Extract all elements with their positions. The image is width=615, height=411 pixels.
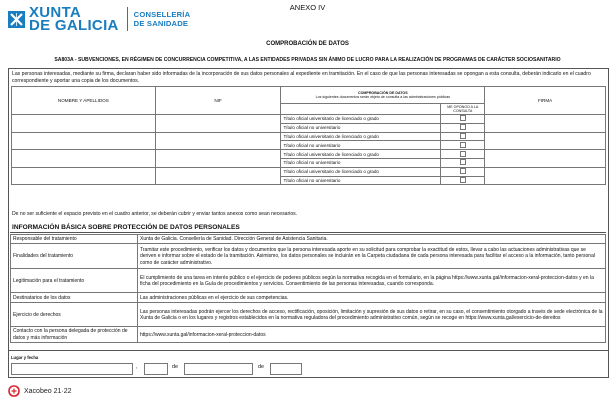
xacobeo-text: Xacobeo 21·22 (24, 387, 72, 395)
month-input[interactable] (184, 363, 253, 375)
info-value: Tramitar este procedimiento, verificar los datos y documentos que la persona interesada aporte en su solicitud para comprobar la exactitud de estos, llevar a cabo las actuaciones administrativas que se deriven e informar sobre el estado de la tramitación. Asimismo, los datos personales se incluirán en la Carpeta ciudadana de cada persona interesada para facilitar el acceso a la información, tanto personal como de carácter administrativo. (138, 244, 606, 269)
de-separator: de (258, 364, 264, 370)
consent-table (11, 86, 606, 185)
col-data-header (281, 87, 485, 104)
nif-cell[interactable] (155, 115, 281, 133)
oppose-checkbox[interactable] (460, 159, 466, 165)
oppose-checkbox[interactable] (460, 133, 466, 139)
doc-option: Título oficial universitario de licenciado o grado (281, 167, 441, 176)
oppose-checkbox[interactable] (460, 124, 466, 130)
info-value[interactable]: https://www.xunta.gal/informacion-xeral-proteccion-datos (138, 327, 606, 343)
xacobeo-logo-icon (8, 385, 20, 397)
table-row (11, 244, 606, 269)
oppose-checkbox[interactable] (460, 168, 466, 174)
sign-cell[interactable] (485, 150, 606, 168)
table-row (11, 303, 606, 327)
department-line2: DE SANIDADE (133, 19, 189, 28)
sign-cell[interactable] (485, 132, 606, 150)
info-label: Legitimación para el tratamiento (11, 269, 138, 293)
doc-option: Título oficial no universitario (281, 158, 441, 167)
day-input[interactable] (144, 363, 168, 375)
table-row (12, 150, 606, 159)
info-label: Finalidades del tratamiento (11, 244, 138, 269)
info-label: Responsable del tratamiento (11, 235, 138, 244)
info-label: Ejercicio de derechos (11, 303, 138, 327)
procedure-title: SA803A - SUBVENCIONES, EN RÉGIMEN DE CONCURRENCIA COMPETITIVA, A LAS ENTIDADES PRIVADAS SIN ÁNIMO DE LUCRO PARA LA REALIZACIÓN DE PROGRAMAS DE CARÁCTER SOCIOSANITARIO (54, 57, 561, 63)
doc-option: Título oficial universitario de licenciado o grado (281, 115, 441, 124)
space-note: De no ser suficiente el espacio previsto en el cuadro anterior, se deberán cubrir y enviar tantos anexos como sean necesarios. (12, 211, 298, 217)
comprobacion-title: COMPROBACIÓN DE DATOS (266, 41, 349, 47)
nif-cell[interactable] (155, 150, 281, 168)
name-cell[interactable] (12, 150, 156, 168)
info-label: Destinatarios de los datos (11, 293, 138, 303)
doc-option: Título oficial universitario de licenciado o grado (281, 132, 441, 141)
footer (8, 385, 71, 397)
doc-option: Título oficial no universitario (281, 176, 441, 185)
oppose-checkbox[interactable] (460, 177, 466, 183)
info-label: Contacto con la persona delegada de protección de datos y más información (11, 327, 138, 343)
intro-text: Las personas interesadas, mediante su firma, declaran haber sido informadas de la incorporación de sus datos personales al expediente en tramitación. En el caso de que las personas interesadas se opongan a esta consulta, deberán indicarlo en el cuadro correspondiente y aportar una copia de los documentos. (12, 71, 591, 84)
col-data-sub: Los siguientes documentos serán objeto de consulta a las administraciones públicas (315, 95, 451, 99)
name-cell[interactable] (12, 132, 156, 150)
place-input[interactable] (11, 363, 133, 375)
department-name (134, 10, 191, 28)
table-row (11, 327, 606, 343)
info-value: Las personas interesadas podrán ejercer los derechos de acceso, rectificación, oposición, limitación y supresión de sus datos o retirar, en su caso, el consentimiento otorgado a través de sede electrónica de la Xunta de Galicia o en los lugares y registros establecidos en la normativa reguladora del procedimiento administrativo común, según se recoge en https://www.xunta.gal/exercicio-de-dereitos (138, 303, 606, 327)
table-row (12, 115, 606, 124)
table-row (12, 167, 606, 176)
info-value: El cumplimiento de una tarea en interés público o el ejercicio de poderes públicos según la normativa recogida en el formulario, en la página https://www.xunta.gal/informacion-xeral-proteccion-datos y en la ficha del procedimiento en la Guía de procedimientos y servicios. Consentimiento de las personas interesadas, cuando corresponda. (138, 269, 606, 293)
table-row (11, 293, 606, 303)
col-name-header: NOMBRE Y APELLIDOS (12, 87, 156, 115)
col-sign-header: FIRMA (485, 87, 606, 115)
place-date-section (8, 350, 609, 378)
doc-option: Título oficial universitario de licenciado o grado (281, 150, 441, 159)
place-date-label: Lugar y fecha (11, 355, 39, 360)
name-cell[interactable] (12, 115, 156, 133)
name-cell[interactable] (12, 167, 156, 185)
logo-main: XUNTA (29, 4, 82, 21)
table-row (12, 132, 606, 141)
info-value: Las administraciones públicas en el ejercicio de sus competencias. (138, 293, 606, 303)
doc-option: Título oficial no universitario (281, 141, 441, 150)
table-row (11, 235, 606, 244)
col-oppose-header: ME OPONGO A LA CONSULTA (441, 104, 485, 115)
year-input[interactable] (270, 363, 302, 375)
sign-cell[interactable] (485, 115, 606, 133)
data-protection-table (10, 234, 606, 343)
col-data-title: COMPROBACIÓN DE DATOS (358, 90, 408, 95)
info-section-title: INFORMACIÓN BÁSICA SOBRE PROTECCIÓN DE DATOS PERSONALES (12, 224, 240, 231)
info-value: Xunta de Galicia. Consellería de Sanidad. Dirección General de Asistencia Sanitaria. (138, 235, 606, 244)
col-nif-header: NIF (155, 87, 281, 115)
logo-sub: DE GALICIA (29, 17, 119, 34)
nif-cell[interactable] (155, 167, 281, 185)
department-line1: CONSELLERÍA (133, 10, 191, 19)
nif-cell[interactable] (155, 132, 281, 150)
annex-label: ANEXO IV (289, 3, 326, 12)
oppose-checkbox[interactable] (460, 142, 466, 148)
sign-cell[interactable] (485, 167, 606, 185)
comma-separator: , (136, 364, 138, 370)
oppose-checkbox[interactable] (460, 151, 466, 157)
table-row (11, 269, 606, 293)
info-divider (10, 232, 606, 233)
doc-option: Título oficial no universitario (281, 123, 441, 132)
xunta-emblem-icon (8, 11, 25, 28)
page-header (0, 0, 615, 40)
oppose-checkbox[interactable] (460, 115, 466, 121)
de-separator: de (172, 364, 178, 370)
